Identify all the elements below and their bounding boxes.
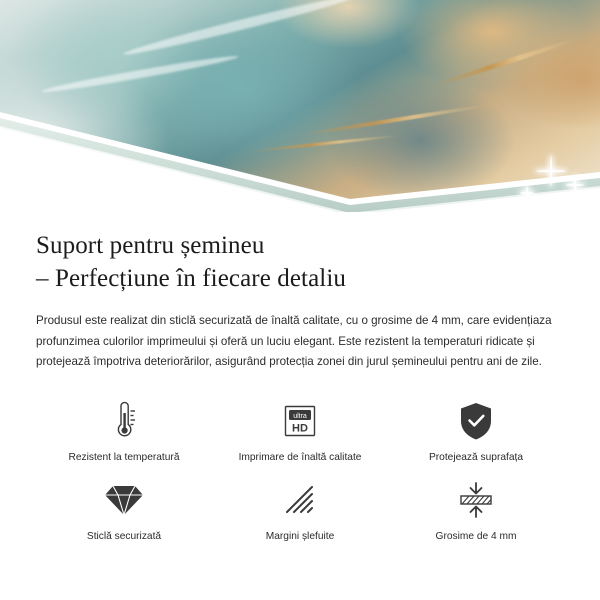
feature-item-polished-edges <box>212 478 388 543</box>
feature-item-print-quality <box>212 399 388 464</box>
svg-text:ultra: ultra <box>293 412 307 420</box>
shield-check-icon <box>457 399 495 443</box>
content-section <box>0 212 600 543</box>
page-title <box>36 230 564 295</box>
thickness-4mm-icon <box>455 478 497 522</box>
feature-item-temperature <box>36 399 212 464</box>
page-title-line-1: Suport pentru șemineu <box>36 232 265 259</box>
feature-label: Rezistent la temperatură <box>68 451 180 463</box>
svg-text:HD: HD <box>292 422 308 435</box>
marble-art-panel <box>0 0 600 204</box>
thermometer-icon <box>109 399 139 443</box>
feature-item-thickness <box>388 478 564 543</box>
diamond-icon <box>103 478 145 522</box>
feature-grid <box>36 399 564 544</box>
polished-edges-icon <box>281 478 319 522</box>
description-paragraph: Produsul este realizat din sticlă securizată de înaltă calitate, cu o grosime de 4 mm, care evidențiaza profunzimea culorilor imprimeului și oferă un luciu elegant. Este rezistent la temperaturi ridicate și protejează împotriva deteriorărilor, asigurând protecția zonei din jurul șemineului pentru ani de zile. <box>36 314 552 369</box>
page-title-line-2: – Perfecțiune în fiecare detaliu <box>36 264 346 292</box>
hero-image <box>0 0 600 212</box>
feature-label: Sticlă securizată <box>86 531 162 543</box>
feature-label: Grosime de 4 mm <box>435 531 517 543</box>
feature-label: Imprimare de înaltă calitate <box>238 451 362 463</box>
feature-item-surface-protection <box>388 399 564 464</box>
feature-label: Margini șlefuite <box>265 531 335 543</box>
ultra-hd-icon <box>280 399 320 443</box>
feature-label: Protejează suprafața <box>428 451 523 463</box>
feature-item-tempered-glass <box>36 478 212 543</box>
